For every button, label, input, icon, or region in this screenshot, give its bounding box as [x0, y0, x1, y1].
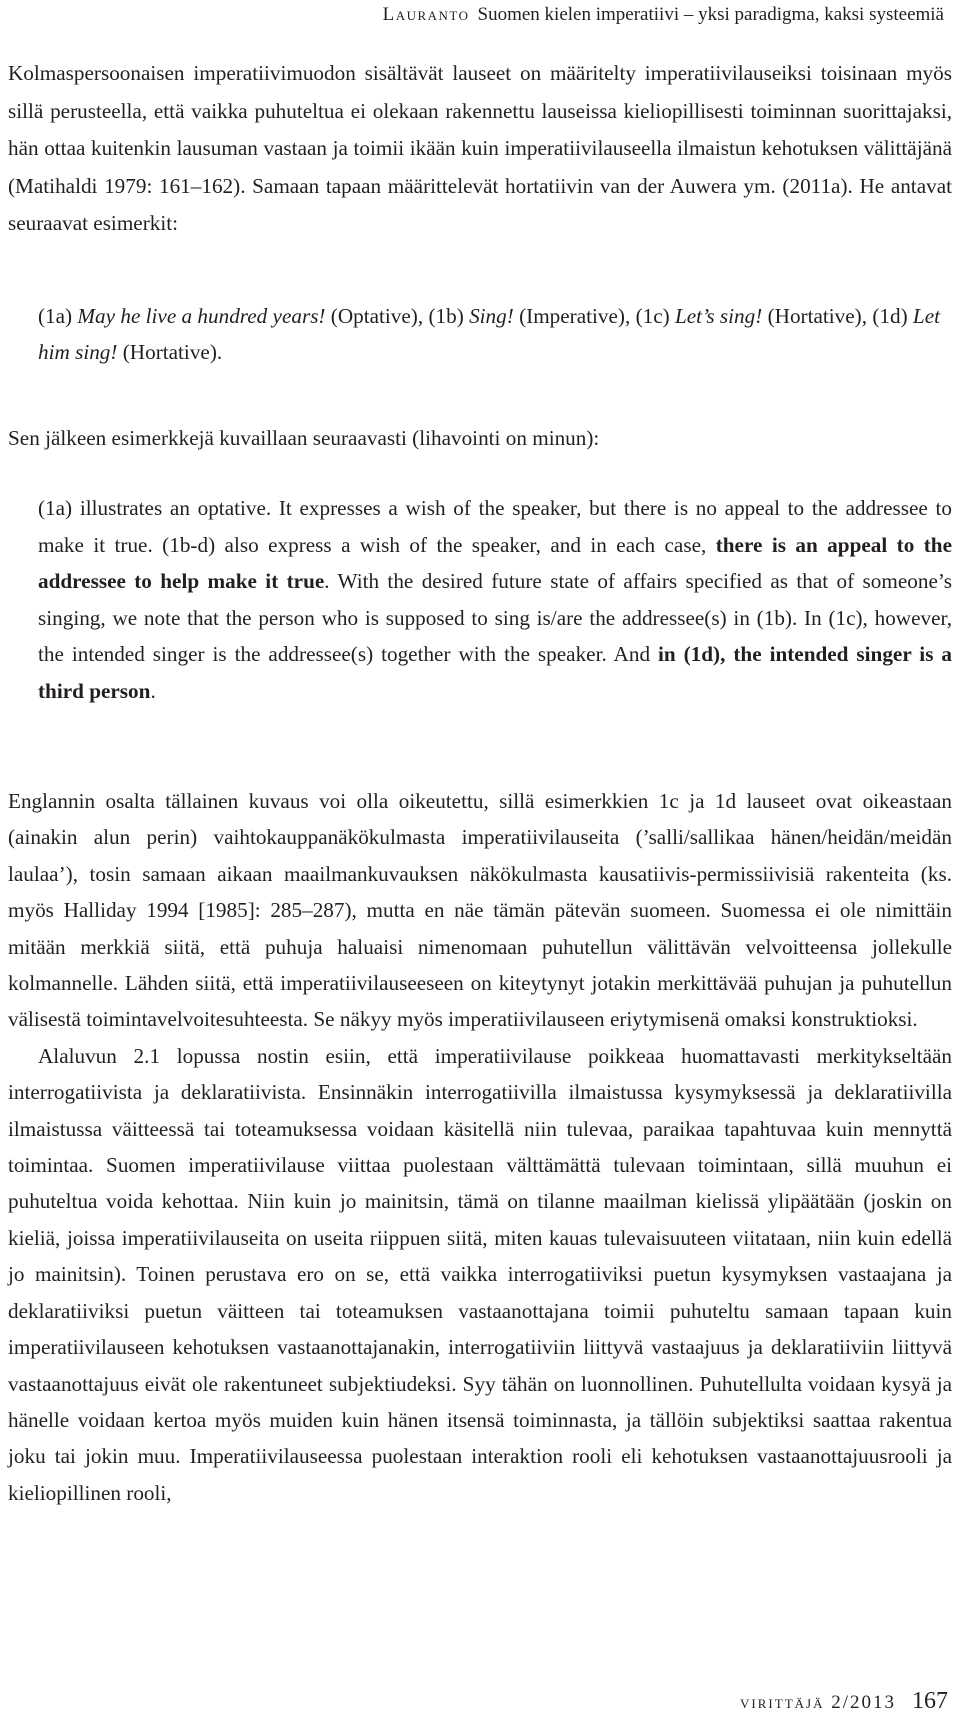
quote-text: (1a) illustrates an optative. It expresses a wish of the speaker, but there is no appeal to the addressee to make it true. (1b-d) also express a wish of the speaker, and in each case, — [38, 496, 952, 557]
block-quote — [38, 490, 952, 709]
header-title: Suomen kielen imperatiivi – yksi paradigma, kaksi systeemiä — [477, 4, 944, 25]
example-text: (Imperative), (1c) — [513, 304, 675, 328]
quote-text: . — [150, 678, 156, 703]
example-1b-sentence: Sing! — [469, 304, 514, 328]
body-text — [8, 783, 952, 1511]
example-text: (1a) — [38, 304, 78, 328]
quote-text: . With the desired future state of affairs specified as that of someone’s singing, we note that the person who is supposed to sing is/are the addressee(s) in (1b). In (1c), however, the intended singer is the addressee(s) together with the speaker. And — [38, 569, 952, 666]
example-1c-sentence: Let’s sing! — [674, 304, 763, 328]
quote-bold-2: in (1d), the intended singer is a third person — [38, 642, 952, 703]
header-author: Lauranto — [382, 4, 470, 25]
quote-introduction: Sen jälkeen esimerkkejä kuvaillaan seuraavasti (lihavointi on minun): — [8, 426, 600, 450]
example-text: (Optative), (1b) — [325, 304, 470, 328]
journal-name: virittäjä 2/2013 — [740, 1692, 896, 1713]
example-1d-sentence: Let him sing! — [38, 304, 940, 364]
paragraph-3: Alaluvun 2.1 lopussa nostin esiin, että imperatiivilause poikkeaa huomattavasti merkitykseltään interrogatiivista ja deklaratiivista. Ensinnäkin interrogatiivilla ilmaistussa kysymyksessä ja deklaratiivilla ilmaistussa väitteessä tai toteamuksessa voidaan käsitellä niin tulevaa, paraikaa tapahtuvaa kuin mennyttä toimintaa. Suomen imperatiivilause viittaa puolestaan välttämättä tulevaan toimintaan, sillä muuhun ei puhuteltua voida kehottaa. Niin kuin jo mainitsin, tämä on tilanne maailman kielissä ylipäätään (joskin on kieliä, joissa imperatiivilauseita on useita riippuen siitä, miten kauas tulevaisuuteen viitataan, niin kuin edellä jo mainitsin). Toinen perustava ero on se, että vaikka interrogatiiviksi puetun kysymyksen vastaajana ja deklaratiiviksi puetun väitteen tai toteamuksen vastaanottajana toimii puhuteltu samaan tapaan kuin imperatiivilauseen kehotuksen vastaanottajanakin, interrogatiiviin liittyvä vastaajuus ja deklaratiiviin liittyvä vastaanottajuus eivät ole rakentuneet subjektiudeksi. Syy tähän on luonnollinen. Puhutellulta voidaan kysyä ja hänelle voidaan kertoa myös muiden kuin hänen itsensä toiminnasta, ja tällöin subjektiksi saattaa rakentua joku tai jokin muu. Imperatiivilauseessa puolestaan interaktion rooli eli kehotuksen vastaanottajuusrooli ja kieliopillinen rooli, — [8, 1043, 952, 1505]
paragraph-2: Englannin osalta tällainen kuvaus voi olla oikeutettu, sillä esimerkkien 1c ja 1d lauseet ovat oikeastaan (ainakin alun perin) vaihtokauppanäkökulmasta imperatiivilauseita (’salli/sallikaa hänen/heidän/meidän laulaa’), tosin samaan aikaan maailmankuvauksen näkökulmasta kausatiivis-permissiivisiä rakenteita (ks. myös Halliday 1994 [1985]: 285–287), mutta en näe tämän pätevän suomeen. Suomessa ei ole nimittäin mitään merkkiä siitä, että puhuja haluaisi nimenomaan puhutellun välittävän velvoitteensa jollekulle kolmannelle. Lähden siitä, että imperatiivilauseeseen on kiteytynyt jotakin merkittävää puhujan ja puhutellun välisestä toimintavelvoitesuhteesta. Se näkyy myös imperatiivilauseen eriytymisenä omaksi konstruktioksi. — [8, 789, 952, 1032]
page-number: 167 — [912, 1688, 948, 1714]
example-1a-sentence: May he live a hundred years! — [77, 304, 326, 328]
quote-bold-1: there is an appeal to the addressee to help make it true — [38, 532, 952, 593]
paragraph-1: Kolmaspersoonaisen imperatiivimuodon sisältävät lauseet on määritelty imperatiivilauseiksi toisinaan myös sillä perusteella, että vaikka puhuteltua ei olekaan rakennettu lauseissa kieliopillisesti toiminnan suorittajaksi, hän ottaa kuitenkin lausuman vastaan ja toimii ikään kuin imperatiivilauseella ilmaistun kehotuksen välittäjänä (Matihaldi 1979: 161–162). Samaan tapaan määrittelevät hortatiivin van der Auwera ym. (2011a). He antavat seuraavat esimerkit: — [8, 61, 952, 235]
example-text: (Hortative). — [117, 340, 223, 364]
running-header — [383, 0, 944, 30]
example-text: (Hortative), (1d) — [762, 304, 913, 328]
page-footer — [740, 1686, 948, 1716]
example-list — [38, 298, 952, 370]
